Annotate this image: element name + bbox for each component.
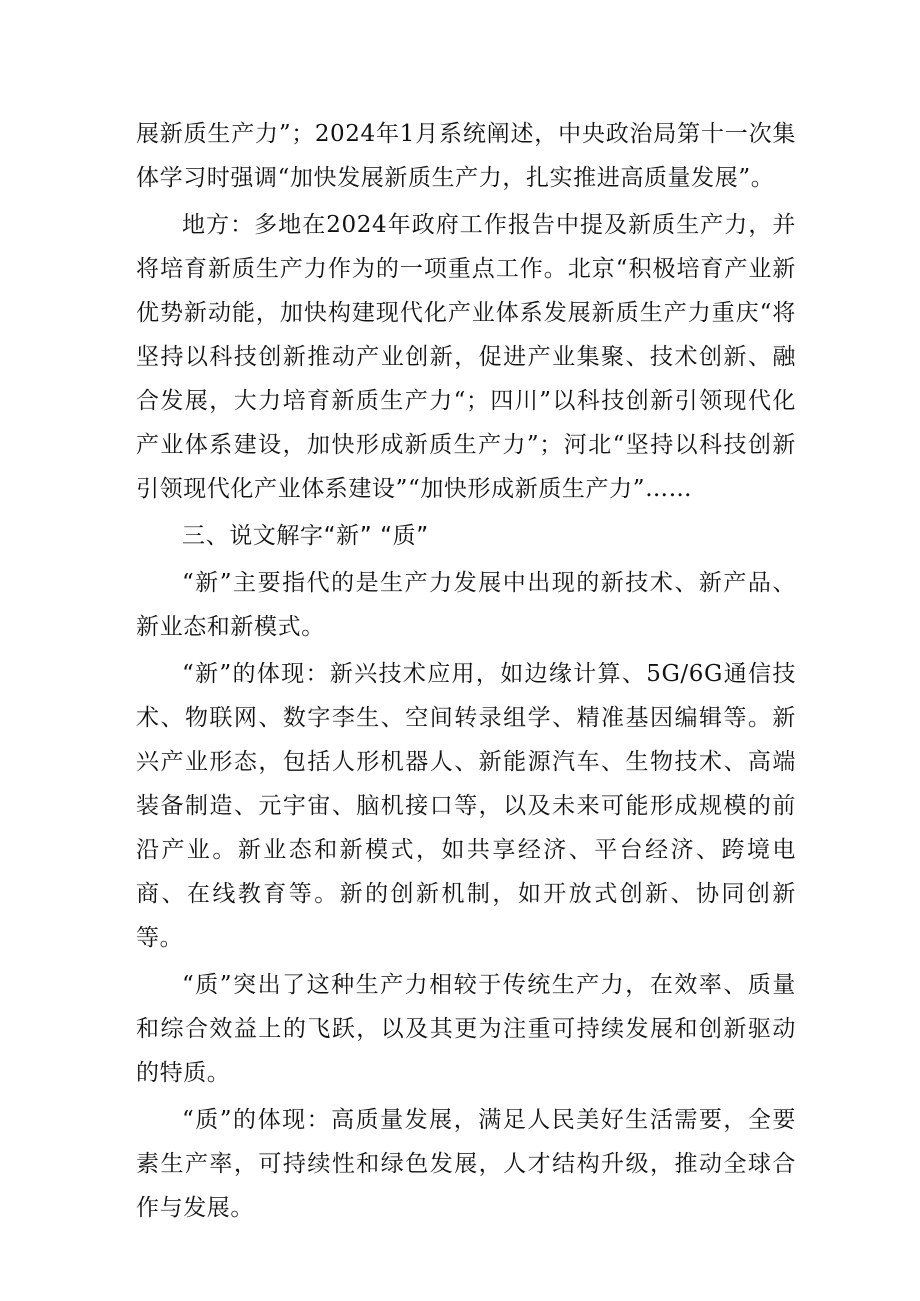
paragraph-continuation: 展新质生产力”；2024年1月系统阐述，中央政治局第十一次集体学习时强调“加快发展新质生产力，扎实推进高质量发展”。 <box>136 121 796 191</box>
paragraph-xin-manifestation: “新”的体现：新兴技术应用，如边缘计算、5G/6G通信技术、物联网、数字李生、空间转录组学、精准基因编辑等。新兴产业形态，包括人形机器人、新能源汽车、生物技术、高端装备制造、元宇宙、脑机接口等，以及未来可能形成规模的前沿产业。新业态和新模式，如共享经济、平台经济、跨境电商、在线教育等。新的创新机制，如开放式创新、协同创新等。 <box>136 661 796 951</box>
paragraph-zhi-manifestation: “质”的体现：高质量发展，满足人民美好生活需要，全要素生产率，可持续性和绿色发展，人才结构升级，推动全球合作与发展。 <box>136 1107 796 1221</box>
paragraph-zhi-meaning: “质”突出了这种生产力相较于传统生产力，在效率、质量和综合效益上的飞跃，以及其更为注重可持续发展和创新驱动的特质。 <box>136 972 796 1086</box>
paragraph-xin-meaning: “新”主要指代的是生产力发展中出现的新技术、新产品、新业态和新模式。 <box>136 570 796 640</box>
paragraph-local-governments: 地方：多地在2024年政府工作报告中提及新质生产力，并将培育新质生产力作为的一项重点工作。北京“积极培育产业新优势新动能，加快构建现代化产业体系发展新质生产力重庆“将坚持以科技创新推动产业创新，促进产业集聚、技术创新、融合发展，大力培育新质生产力“；四川”以科技创新引领现代化产业体系建设，加快形成新质生产力”；河北“坚持以科技创新引领现代化产业体系建设”“加快形成新质生产力”…… <box>136 212 796 502</box>
document-body <box>136 112 796 1233</box>
section-heading: 三、说文解字“新” “质” <box>182 523 429 549</box>
